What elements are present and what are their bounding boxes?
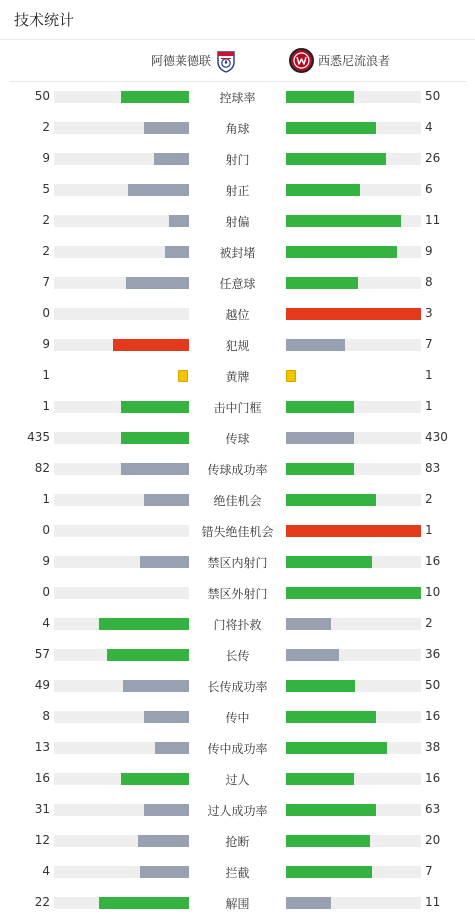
away-bar-track (286, 618, 421, 630)
away-value: 7 (425, 337, 433, 351)
home-value: 5 (42, 182, 50, 196)
stat-label: 射偏 (225, 215, 250, 229)
home-value: 4 (42, 616, 50, 630)
stat-label: 过人成功率 (207, 804, 268, 818)
stat-label: 任意球 (219, 277, 256, 291)
stat-row (0, 702, 475, 733)
away-bar-track (286, 649, 421, 661)
home-value: 0 (42, 523, 50, 537)
stat-label: 被封堵 (219, 246, 256, 260)
away-value: 16 (425, 771, 441, 785)
away-value: 9 (425, 244, 433, 258)
home-bar-track (54, 277, 189, 289)
home-team-name: 阿德莱德联 (150, 54, 211, 68)
stat-label: 犯规 (225, 339, 250, 353)
home-bar-fill (165, 246, 189, 258)
home-bar-fill (121, 91, 189, 103)
away-bar-fill (286, 525, 421, 537)
stat-label: 传中 (225, 711, 250, 725)
home-value: 7 (42, 275, 50, 289)
home-team-logo-icon (216, 49, 236, 73)
away-bar-fill (286, 153, 386, 165)
away-bar-track (286, 742, 421, 754)
away-bar-track (286, 215, 421, 227)
home-value: 2 (42, 244, 50, 258)
home-bar-track (54, 122, 189, 134)
stat-label: 传球成功率 (207, 463, 268, 477)
away-value: 2 (425, 492, 433, 506)
stat-label: 射门 (225, 153, 250, 167)
stat-label: 越位 (225, 308, 250, 322)
away-bar-track (286, 804, 421, 816)
away-bar-track (286, 525, 421, 537)
away-bar-track (286, 308, 421, 320)
away-bar-fill (286, 711, 376, 723)
home-value: 0 (42, 306, 50, 320)
home-value: 12 (34, 833, 50, 847)
home-bar-track (54, 494, 189, 506)
stats-header (0, 0, 475, 40)
home-value: 49 (34, 678, 50, 692)
stat-row (0, 640, 475, 671)
home-bar-track (54, 773, 189, 785)
away-value: 16 (425, 709, 441, 723)
stat-row (0, 82, 475, 113)
home-bar-track (54, 587, 189, 599)
away-value: 6 (425, 182, 433, 196)
away-bar-track (286, 835, 421, 847)
stat-row (0, 547, 475, 578)
away-bar-track (286, 339, 421, 351)
home-bar-track (54, 215, 189, 227)
stat-label: 解围 (225, 897, 250, 911)
away-value: 3 (425, 306, 433, 320)
home-bar-track (54, 618, 189, 630)
away-value: 4 (425, 120, 433, 134)
stat-row (0, 113, 475, 144)
stat-row (0, 609, 475, 640)
away-value: 11 (425, 213, 441, 227)
stat-row (0, 578, 475, 609)
stat-row (0, 392, 475, 423)
away-bar-fill (286, 432, 354, 444)
stat-label: 拦截 (225, 866, 250, 880)
home-value: 0 (42, 585, 50, 599)
away-bar-fill (286, 835, 370, 847)
home-value: 9 (42, 151, 50, 165)
stat-row (0, 175, 475, 206)
away-bar-fill (286, 556, 372, 568)
away-value: 16 (425, 554, 441, 568)
stat-row (0, 330, 475, 361)
home-bar-track (54, 866, 189, 878)
stat-row (0, 299, 475, 330)
home-bar-fill (121, 773, 189, 785)
home-value: 22 (34, 895, 50, 909)
home-bar-fill (140, 866, 189, 878)
away-bar-track (286, 773, 421, 785)
home-bar-track (54, 91, 189, 103)
home-bar-fill (121, 432, 189, 444)
stat-label: 门将扑救 (213, 618, 262, 632)
home-bar-fill (154, 153, 189, 165)
away-bar-fill (286, 897, 331, 909)
home-bar-fill (126, 277, 189, 289)
yellow-card-icon (286, 370, 296, 382)
home-value: 31 (34, 802, 50, 816)
home-bar-fill (121, 463, 189, 475)
stat-label: 角球 (225, 122, 250, 136)
stat-row (0, 857, 475, 888)
home-value: 4 (42, 864, 50, 878)
away-value: 8 (425, 275, 433, 289)
away-bar-fill (286, 308, 421, 320)
away-value: 1 (425, 399, 433, 413)
home-bar-fill (144, 494, 189, 506)
home-bar-track (54, 184, 189, 196)
home-bar-track (54, 463, 189, 475)
away-bar-fill (286, 618, 331, 630)
away-bar-fill (286, 463, 354, 475)
away-bar-track (286, 432, 421, 444)
home-value: 57 (34, 647, 50, 661)
home-bar-track (54, 742, 189, 754)
stat-label: 过人 (225, 773, 250, 787)
stat-row (0, 485, 475, 516)
home-bar-track (54, 897, 189, 909)
stat-label: 抢断 (225, 835, 250, 849)
home-value: 2 (42, 120, 50, 134)
away-bar-track (286, 277, 421, 289)
away-value: 26 (425, 151, 441, 165)
away-bar-track (286, 711, 421, 723)
away-bar-fill (286, 277, 358, 289)
stat-label: 绝佳机会 (213, 494, 262, 508)
away-bar-fill (286, 184, 360, 196)
away-bar-fill (286, 246, 397, 258)
stat-row (0, 764, 475, 795)
away-value: 20 (425, 833, 441, 847)
away-bar-track (286, 680, 421, 692)
home-value: 9 (42, 337, 50, 351)
away-bar-fill (286, 401, 354, 413)
away-value: 1 (425, 368, 433, 382)
away-bar-track (286, 153, 421, 165)
home-bar-track (54, 153, 189, 165)
home-value: 9 (42, 554, 50, 568)
away-bar-track (286, 122, 421, 134)
home-bar-fill (144, 804, 189, 816)
away-bar-fill (286, 742, 387, 754)
home-bar-fill (113, 339, 189, 351)
home-bar-fill (140, 556, 189, 568)
away-bar-fill (286, 866, 372, 878)
away-bar-fill (286, 339, 345, 351)
away-bar-fill (286, 215, 401, 227)
away-bar-track (286, 91, 421, 103)
home-bar-fill (99, 618, 189, 630)
away-bar-track (286, 587, 421, 599)
stat-label: 射正 (225, 184, 250, 198)
away-team[interactable] (289, 40, 390, 81)
away-bar-fill (286, 649, 339, 661)
away-value: 10 (425, 585, 441, 599)
home-bar-track (54, 308, 189, 320)
stats-list (0, 82, 475, 923)
away-bar-track (286, 866, 421, 878)
stat-row (0, 237, 475, 268)
away-value: 11 (425, 895, 441, 909)
away-team-logo-icon (289, 48, 314, 73)
stat-row (0, 454, 475, 485)
home-bar-fill (169, 215, 189, 227)
home-bar-track (54, 246, 189, 258)
away-bar-fill (286, 494, 376, 506)
stat-row (0, 268, 475, 299)
away-bar-track (286, 184, 421, 196)
stat-label: 长传成功率 (207, 680, 268, 694)
home-bar-track (54, 804, 189, 816)
stat-label: 传中成功率 (207, 742, 268, 756)
stat-label: 错失绝佳机会 (201, 525, 274, 539)
away-value: 83 (425, 461, 441, 475)
home-bar-track (54, 556, 189, 568)
stat-row (0, 826, 475, 857)
home-value: 13 (34, 740, 50, 754)
away-value: 430 (425, 430, 448, 444)
home-value: 50 (34, 89, 50, 103)
stat-label: 击中门框 (213, 401, 262, 415)
stat-row (0, 423, 475, 454)
home-bar-track (54, 339, 189, 351)
home-value: 1 (42, 399, 50, 413)
home-bar-fill (144, 122, 189, 134)
stat-label: 长传 (225, 649, 250, 663)
home-value: 2 (42, 213, 50, 227)
teams-row (9, 40, 466, 82)
away-bar-fill (286, 122, 376, 134)
stat-label: 禁区内射门 (207, 556, 268, 570)
home-bar-fill (107, 649, 189, 661)
away-bar-fill (286, 91, 354, 103)
home-bar-fill (123, 680, 189, 692)
home-bar-track (54, 835, 189, 847)
home-value: 435 (27, 430, 50, 444)
stat-row (0, 795, 475, 826)
home-value: 82 (34, 461, 50, 475)
home-bar-fill (128, 184, 189, 196)
away-bar-track (286, 897, 421, 909)
home-bar-track (54, 680, 189, 692)
away-bar-track (286, 556, 421, 568)
stat-label: 传球 (225, 432, 250, 446)
away-value: 63 (425, 802, 441, 816)
home-bar-track (54, 711, 189, 723)
stat-label: 禁区外射门 (207, 587, 268, 601)
stat-label: 黄牌 (225, 370, 250, 384)
home-bar-fill (144, 711, 189, 723)
away-value: 50 (425, 89, 441, 103)
home-bar-fill (99, 897, 189, 909)
away-value: 50 (425, 678, 441, 692)
home-bar-fill (138, 835, 189, 847)
stat-row (0, 361, 475, 392)
home-bar-track (54, 649, 189, 661)
away-bar-track (286, 494, 421, 506)
home-value: 1 (42, 492, 50, 506)
home-bar-track (54, 432, 189, 444)
home-bar-track (54, 525, 189, 537)
yellow-card-icon (178, 370, 188, 382)
home-team[interactable] (151, 40, 236, 81)
stat-row (0, 733, 475, 764)
home-bar-track (54, 401, 189, 413)
home-value: 1 (42, 368, 50, 382)
page-title: 技术统计 (14, 11, 75, 29)
stat-row (0, 144, 475, 175)
stat-row (0, 888, 475, 919)
away-bar-fill (286, 804, 376, 816)
away-bar-fill (286, 773, 354, 785)
away-bar-track (286, 246, 421, 258)
home-bar-fill (155, 742, 189, 754)
away-bar-fill (286, 587, 421, 599)
home-value: 8 (42, 709, 50, 723)
stat-row (0, 516, 475, 547)
away-bar-track (286, 401, 421, 413)
away-value: 38 (425, 740, 441, 754)
away-bar-fill (286, 680, 355, 692)
stat-row (0, 671, 475, 702)
away-value: 36 (425, 647, 441, 661)
stat-label: 控球率 (219, 91, 256, 105)
home-value: 16 (34, 771, 50, 785)
away-value: 1 (425, 523, 433, 537)
stat-row (0, 206, 475, 237)
home-bar-fill (121, 401, 189, 413)
away-value: 7 (425, 864, 433, 878)
away-value: 2 (425, 616, 433, 630)
away-team-name: 西悉尼流浪者 (318, 54, 391, 68)
away-bar-track (286, 463, 421, 475)
